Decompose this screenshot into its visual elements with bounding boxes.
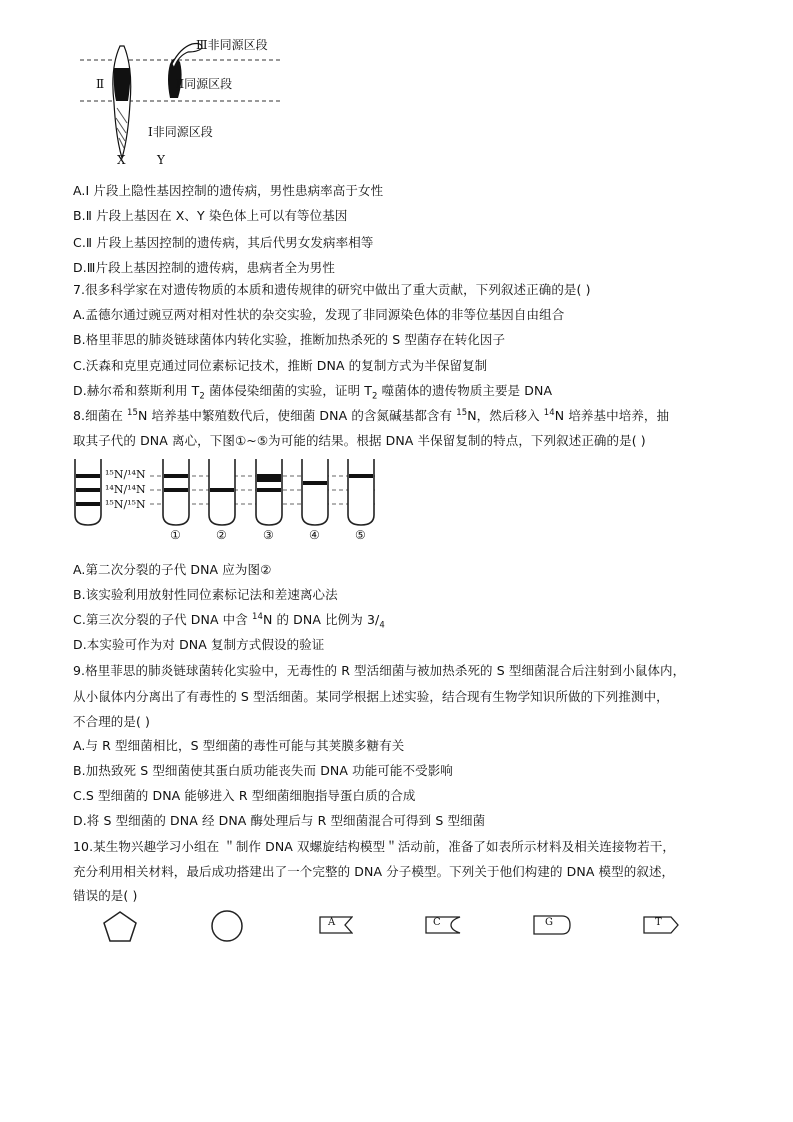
base-t-block xyxy=(643,916,679,934)
q6-option-d: D.Ⅲ片段上基因控制的遗传病，患病者全为男性 xyxy=(73,260,335,275)
q7-stem: 7.很多科学家在对遗传物质的本质和遗传规律的研究中做出了重大贡献，下列叙述正确的是( ) xyxy=(73,282,591,297)
q8-stem-line2: 取其子代的 DNA 离心，下图①~⑤为可能的结果。根据 DNA 半保留复制的特点，下列叙述正确的是( ) xyxy=(73,433,646,448)
label-y: Y xyxy=(157,153,165,167)
q9-stem-line2: 从小鼠体内分离出了有毒性的 S 型活细菌。某同学根据上述实验，结合现有生物学知识所做的下列推测中， xyxy=(73,689,669,704)
deoxyribose-pentagon-icon xyxy=(102,910,138,944)
q6-option-b: B.Ⅱ 片段上基因在 X、Y 染色体上可以有等位基因 xyxy=(73,208,348,223)
q6-option-a: A.Ⅰ 片段上隐性基因控制的遗传病，男性患病率高于女性 xyxy=(73,183,384,198)
base-g-label: G xyxy=(545,917,553,928)
q8-option-a: A.第二次分裂的子代 DNA 应为图② xyxy=(73,562,272,577)
q7-option-b: B.格里菲思的肺炎链球菌体内转化实验，推断加热杀死的 S 型菌存在转化因子 xyxy=(73,332,506,347)
q8-option-c: C.第三次分裂的子代 DNA 中含 $^{14}$N 的 DNA 比例为 $3/_4$ xyxy=(73,611,385,631)
q10-stem-line1: 10.某生物兴趣学习小组在 ＂制作 DNA 双螺旋结构模型＂活动前，准备了如表所示材料及相关连接物若干， xyxy=(73,839,676,854)
tube-label-5: ⑤ xyxy=(355,528,366,542)
q8-option-b: B.该实验利用放射性同位素标记法和差速离心法 xyxy=(73,587,338,602)
phosphate-circle-icon xyxy=(209,909,245,943)
q8-option-d: D.本实验可作为对 DNA 复制方式假设的验证 xyxy=(73,637,325,652)
tube-label-1: ① xyxy=(170,528,181,542)
q9-stem-line1: 9.格里菲思的肺炎链球菌转化实验中，无毒性的 R 型活细菌与被加热杀死的 S 型细菌混合后注射到小鼠体内， xyxy=(73,663,686,678)
q7-option-c: C.沃森和克里克通过同位素标记技术，推断 DNA 的复制方式为半保留复制 xyxy=(73,358,488,373)
label-ii-homologous: Ⅱ同源区段 xyxy=(176,77,233,91)
q8-stem-line1: 8.细菌在 $^{15}$N 培养基中繁殖数代后，使细菌 DNA 的含氮碱基都含有 $^{15}$N，然后移入 $^{14}$N 培养基中培养，抽 xyxy=(73,407,670,423)
ref-label-15n15n: ¹⁵N/¹⁵N xyxy=(105,498,146,511)
base-a-block xyxy=(319,916,353,934)
q9-option-d: D.将 S 型细菌的 DNA 经 DNA 酶处理后与 R 型细菌混合可得到 S 型细菌 xyxy=(73,813,486,828)
tube-label-4: ④ xyxy=(309,528,320,542)
q7-option-d: D.赫尔希和蔡斯利用 $T_2$ 菌体侵染细菌的实验，证明 $T_2$ 噬菌体的遗传物质主要是 DNA xyxy=(73,383,553,402)
label-iii: Ⅲ非同源区段 xyxy=(196,38,268,52)
q6-option-c: C.Ⅱ 片段上基因控制的遗传病，其后代男女发病率相等 xyxy=(73,235,374,250)
q9-option-a: A.与 R 型细菌相比，S 型细菌的毒性可能与其荚膜多糖有关 xyxy=(73,738,405,753)
tube-label-3: ③ xyxy=(263,528,274,542)
q9-option-b: B.加热致死 S 型细菌使其蛋白质功能丧失而 DNA 功能可能不受影响 xyxy=(73,763,453,778)
ref-label-14n14n: ¹⁴N/¹⁴N xyxy=(105,483,146,496)
label-x: X xyxy=(117,153,126,167)
q10-stem-line3: 错误的是( ) xyxy=(73,888,138,903)
base-g-block xyxy=(533,915,571,935)
ref-label-15n14n: ¹⁵N/¹⁴N xyxy=(105,468,146,481)
label-ii-left: Ⅱ xyxy=(96,77,105,91)
base-t-label: T xyxy=(655,917,662,928)
base-c-label: C xyxy=(433,917,441,928)
base-c-block xyxy=(425,916,461,934)
tube-label-2: ② xyxy=(216,528,227,542)
q9-stem-line3: 不合理的是( ) xyxy=(73,714,151,729)
q9-option-c: C.S 型细菌的 DNA 能够进入 R 型细菌细胞指导蛋白质的合成 xyxy=(73,788,416,803)
base-a-label: A xyxy=(328,917,336,928)
q7-option-a: A.孟德尔通过豌豆两对相对性状的杂交实验，发现了非同源染色体的非等位基因自由组合 xyxy=(73,307,565,322)
label-i: Ⅰ非同源区段 xyxy=(148,125,213,139)
q10-stem-line2: 充分利用相关材料，最后成功搭建出了一个完整的 DNA 分子模型。下列关于他们构建的 DNA 模型的叙述， xyxy=(73,864,675,879)
